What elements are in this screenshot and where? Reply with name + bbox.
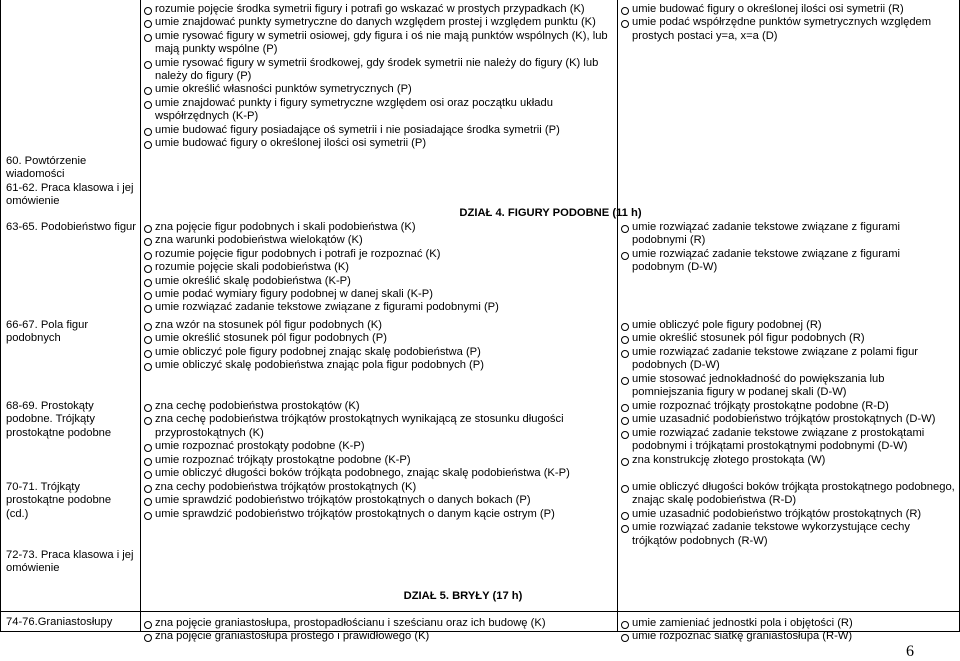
lesson-66-67: 66-67. Pola figur podobnych bbox=[6, 319, 89, 345]
lesson-72-73: 72-73. Praca klasowa i jej omówienie bbox=[6, 549, 134, 575]
list-item: zna pojęcie figur podobnych i skali podobieństwa (K) bbox=[142, 221, 614, 234]
list-item: umie znajdować punkty i figury symetryczne względem osi oraz początku układu współrzędnych (K-P) bbox=[142, 97, 614, 124]
list-item: umie budować figury o określonej ilości osi symetrii (P) bbox=[142, 137, 614, 150]
list-item: zna konstrukcję złotego prostokąta (W) bbox=[619, 454, 955, 467]
list-item: umie uzasadnić podobieństwo trójkątów prostokątnych (D-W) bbox=[619, 413, 955, 426]
list-item: umie obliczyć pole figury podobnej (R) bbox=[619, 319, 955, 332]
list-item: umie obliczyć skalę podobieństwa znając pola figur podobnych (P) bbox=[142, 359, 614, 372]
prisms-basic-requirements bbox=[142, 617, 614, 644]
lesson-61-62: 61-62. Praca klasowa i jej omówienie bbox=[6, 182, 134, 208]
lesson-74-76: 74-76.Graniastosłupy bbox=[6, 616, 113, 628]
rectangles-extended-requirements bbox=[619, 400, 955, 467]
lesson-68-69: 68-69. Prostokąty podobne. Trójkąty prostokątne podobne bbox=[6, 400, 112, 439]
symmetry-extended-requirements bbox=[619, 3, 955, 43]
list-item: umie stosować jednokładność do powiększania lub pomniejszania figury w podanej skali (D-W) bbox=[619, 373, 955, 400]
list-item: umie określić skalę podobieństwa (K-P) bbox=[142, 275, 614, 288]
list-item: zna cechę podobieństwa trójkątów prostokątnych wynikającą ze stosunku długości przyprostokątnych (K) bbox=[142, 413, 614, 440]
list-item: umie rozpoznać siatkę graniastosłupa (R-W) bbox=[619, 630, 955, 643]
list-item: umie znajdować punkty symetryczne do danych względem prostej i względem punktu (K) bbox=[142, 16, 614, 29]
symmetry-basic-requirements bbox=[142, 3, 614, 150]
list-item: rozumie pojęcie środka symetrii figury i potrafi go wskazać w prostych przypadkach (K) bbox=[142, 3, 614, 16]
lesson-70-71: 70-71. Trójkąty prostokątne podobne (cd.) bbox=[6, 481, 112, 520]
rectangles-basic-requirements bbox=[142, 400, 614, 480]
similarity-basic-requirements bbox=[142, 221, 614, 315]
list-item: umie budować figury o określonej ilości osi symetrii (R) bbox=[619, 3, 955, 16]
list-item: umie rozwiązać zadanie tekstowe wykorzystujące cechy trójkątów podobnych (R-W) bbox=[619, 521, 955, 548]
column-divider bbox=[140, 0, 141, 632]
similarity-extended-requirements bbox=[619, 221, 955, 275]
list-item: umie uzasadnić podobieństwo trójkątów prostokątnych (R) bbox=[619, 508, 955, 521]
list-item: zna cechę podobieństwa prostokątów (K) bbox=[142, 400, 614, 413]
list-item: umie rozwiązać zadanie tekstowe związane z polami figur podobnych (D-W) bbox=[619, 346, 955, 373]
section-title-dzial-4: DZIAŁ 4. FIGURY PODOBNE (11 h) bbox=[459, 207, 642, 219]
list-item: umie budować figury posiadające oś symetrii i nie posiadające środka symetrii (P) bbox=[142, 124, 614, 137]
list-item: umie rozpoznać trójkąty prostokątne podobne (K-P) bbox=[142, 454, 614, 467]
list-item: rozumie pojęcie skali podobieństwa (K) bbox=[142, 261, 614, 274]
section-title-dzial-5: DZIAŁ 5. BRYŁY (17 h) bbox=[403, 590, 523, 602]
list-item: umie obliczyć długości boków trójkąta prostokątnego podobnego, znając skalę podobieństwa (R-D) bbox=[619, 481, 955, 508]
table-border-left bbox=[0, 0, 1, 632]
list-item: umie rozpoznać trójkąty prostokątne podobne (R-D) bbox=[619, 400, 955, 413]
list-item: umie podać wymiary figury podobnej w danej skali (K-P) bbox=[142, 288, 614, 301]
lesson-63-65: 63-65. Podobieństwo figur bbox=[6, 221, 136, 233]
row-divider bbox=[0, 611, 960, 612]
list-item: umie obliczyć długości boków trójkąta podobnego, znając skalę podobieństwa (K-P) bbox=[142, 467, 614, 480]
list-item: zna wzór na stosunek pól figur podobnych (K) bbox=[142, 319, 614, 332]
list-item: umie rysować figury w symetrii środkowej, gdy środek symetrii nie należy do figury (K) lub należy do figury (P) bbox=[142, 57, 614, 84]
list-item: zna cechy podobieństwa trójkątów prostokątnych (K) bbox=[142, 481, 614, 494]
list-item: rozumie pojęcie figur podobnych i potrafi je rozpoznać (K) bbox=[142, 248, 614, 261]
list-item: umie obliczyć pole figury podobnej znając skalę podobieństwa (P) bbox=[142, 346, 614, 359]
column-divider bbox=[617, 0, 618, 632]
list-item: umie rysować figury w symetrii osiowej, gdy figura i oś nie mają punktów wspólnych (K), lub mają punkty wspólne (P) bbox=[142, 30, 614, 57]
areas-extended-requirements bbox=[619, 319, 955, 399]
triangles-basic-requirements bbox=[142, 481, 614, 521]
list-item: umie rozwiązać zadanie tekstowe związane z prostokątami podobnymi i trójkątami prostokątnymi podobnymi (D-W) bbox=[619, 427, 955, 454]
list-item: umie zamieniać jednostki pola i objętości (R) bbox=[619, 617, 955, 630]
triangles-extended-requirements bbox=[619, 481, 955, 548]
list-item: umie rozpoznać prostokąty podobne (K-P) bbox=[142, 440, 614, 453]
list-item: umie określić własności punktów symetrycznych (P) bbox=[142, 83, 614, 96]
list-item: zna warunki podobieństwa wielokątów (K) bbox=[142, 234, 614, 247]
page-number: 6 bbox=[906, 643, 914, 660]
list-item: umie określić stosunek pól figur podobnych (R) bbox=[619, 332, 955, 345]
list-item: umie rozwiązać zadanie tekstowe związane z figurami podobnymi (P) bbox=[142, 301, 614, 314]
list-item: umie rozwiązać zadanie tekstowe związane z figurami podobnym (D-W) bbox=[619, 248, 955, 275]
list-item: zna pojęcie graniastosłupa prostego i prawidłowego (K) bbox=[142, 630, 614, 643]
areas-basic-requirements bbox=[142, 319, 614, 373]
list-item: umie określić stosunek pól figur podobnych (P) bbox=[142, 332, 614, 345]
list-item: umie sprawdzić podobieństwo trójkątów prostokątnych o danym kącie ostrym (P) bbox=[142, 508, 614, 521]
list-item: umie podać współrzędne punktów symetrycznych względem prostych postaci y=a, x=a (D) bbox=[619, 16, 955, 43]
prisms-extended-requirements bbox=[619, 617, 955, 644]
lesson-60: 60. Powtórzenie wiadomości bbox=[6, 155, 87, 181]
list-item: umie sprawdzić podobieństwo trójkątów prostokątnych o danych bokach (P) bbox=[142, 494, 614, 507]
list-item: zna pojęcie graniastosłupa, prostopadłościanu i sześcianu oraz ich budowę (K) bbox=[142, 617, 614, 630]
list-item: umie rozwiązać zadanie tekstowe związane z figurami podobnymi (R) bbox=[619, 221, 955, 248]
